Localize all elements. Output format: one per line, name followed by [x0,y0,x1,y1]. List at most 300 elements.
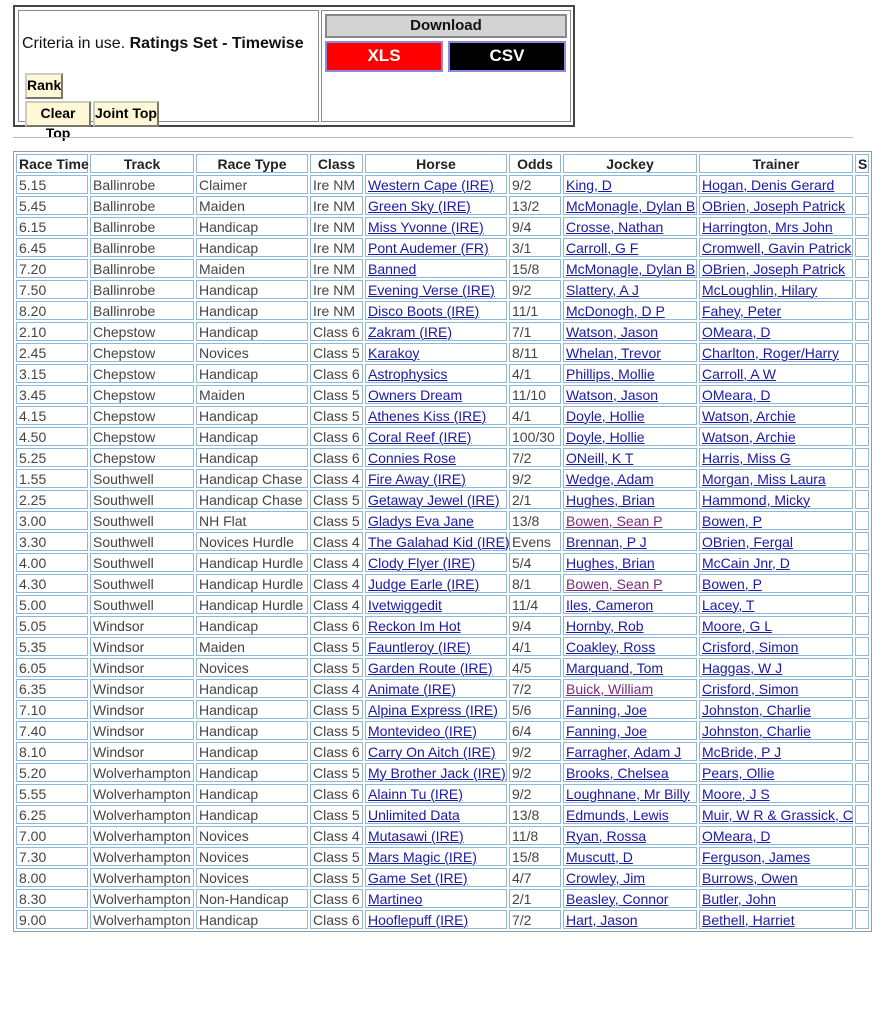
trainer-link[interactable]: OMeara, D [702,323,771,340]
cell-horse [365,364,507,383]
cell-track: Chepstow [90,427,194,446]
cell-s [855,406,869,425]
cell-odds: 11/10 [509,385,561,404]
cell-jockey [563,301,697,320]
cell-s [855,175,869,194]
cell-jockey [563,700,697,719]
cell-trainer [699,238,853,257]
trainer-link[interactable]: Harrington, Mrs John [702,218,833,235]
jockey-link[interactable]: Phillips, Mollie [566,365,655,382]
cell-s [855,217,869,236]
jockey-link[interactable]: Brooks, Chelsea [566,764,669,781]
horse-link[interactable]: Garden Route (IRE) [368,659,493,676]
cell-track: Wolverhampton [90,826,194,845]
trainer-link[interactable]: Muir, W R & Grassick, C [702,806,853,823]
cell-class: Ire NM [310,301,363,320]
cell-horse [365,301,507,320]
download-xls-button[interactable]: XLS [325,41,443,72]
cell-trainer [699,889,853,908]
cell-race-type: Maiden [196,637,308,656]
horse-link[interactable]: Martineo [368,890,423,907]
horse-link[interactable]: Athenes Kiss (IRE) [368,407,487,424]
cell-horse [365,679,507,698]
cell-race-type: Handicap [196,448,308,467]
horse-link[interactable]: Animate (IRE) [368,680,456,697]
cell-class: Class 5 [310,847,363,866]
cell-s [855,721,869,740]
cell-s [855,784,869,803]
jockey-link[interactable]: Coakley, Ross [566,638,656,655]
cell-s [855,910,869,929]
trainer-link[interactable]: Bowen, P [702,575,762,592]
trainer-link[interactable]: Ferguson, James [702,848,811,865]
horse-link[interactable]: Carry On Aitch (IRE) [368,743,496,760]
cell-race-time: 7.40 [16,721,88,740]
cell-class: Class 6 [310,427,363,446]
horse-link[interactable]: The Galahad Kid (IRE) [368,533,510,550]
trainer-link[interactable]: Hogan, Denis Gerard [702,176,835,193]
cell-race-time: 1.55 [16,469,88,488]
cell-s [855,595,869,614]
cell-trainer [699,343,853,362]
cell-horse [365,868,507,887]
horse-link[interactable]: Mars Magic (IRE) [368,848,477,865]
cell-race-time: 7.30 [16,847,88,866]
jockey-link[interactable]: Ryan, Rossa [566,827,647,844]
cell-track: Southwell [90,553,194,572]
cell-s [855,238,869,257]
trainer-link[interactable]: Watson, Archie [702,407,796,424]
trainer-link[interactable]: Crisford, Simon [702,680,799,697]
horse-link[interactable]: Connies Rose [368,449,456,466]
jockey-link[interactable]: Loughnane, Mr Billy [566,785,690,802]
cell-track: Wolverhampton [90,889,194,908]
jockey-link[interactable]: Brennan, P J [566,533,647,550]
cell-trainer [699,679,853,698]
cell-trainer [699,826,853,845]
cell-race-time: 8.20 [16,301,88,320]
column-header-class: Class [310,154,363,173]
cell-race-type: Claimer [196,175,308,194]
jockey-link[interactable]: Doyle, Hollie [566,407,645,424]
jockey-link[interactable]: Watson, Jason [566,386,659,403]
cell-race-type: Handicap [196,784,308,803]
cell-race-time: 5.25 [16,448,88,467]
cell-odds: 11/1 [509,301,561,320]
cell-jockey [563,364,697,383]
horse-link[interactable]: Coral Reef (IRE) [368,428,472,445]
jockey-link[interactable]: Doyle, Hollie [566,428,645,445]
cell-odds: 8/1 [509,574,561,593]
jockey-link[interactable]: McMonagle, Dylan B [566,197,696,214]
cell-class: Class 5 [310,805,363,824]
horse-link[interactable]: Evening Verse (IRE) [368,281,495,298]
jockey-link[interactable]: Carroll, G F [566,239,639,256]
cell-race-time: 9.00 [16,910,88,929]
cell-odds: 5/6 [509,700,561,719]
cell-race-type: Handicap Chase [196,490,308,509]
cell-class: Class 6 [310,448,363,467]
cell-jockey [563,385,697,404]
horse-link[interactable]: Unlimited Data [368,806,460,823]
cell-odds: 9/4 [509,217,561,236]
divider [13,137,853,138]
cell-trainer [699,448,853,467]
horse-link[interactable]: Fire Away (IRE) [368,470,466,487]
horse-link[interactable]: Alpina Express (IRE) [368,701,498,718]
trainer-link[interactable]: Carroll, A W [702,365,776,382]
jockey-link[interactable]: Crosse, Nathan [566,218,664,235]
table-row [16,847,869,866]
trainer-link[interactable]: Crisford, Simon [702,638,799,655]
cell-odds: 7/2 [509,448,561,467]
cell-race-time: 7.50 [16,280,88,299]
cell-jockey [563,889,697,908]
table-row [16,280,869,299]
cell-jockey [563,595,697,614]
cell-race-type: Handicap [196,238,308,257]
cell-trainer [699,259,853,278]
cell-track: Wolverhampton [90,784,194,803]
cell-race-type: Maiden [196,385,308,404]
cell-odds: 9/2 [509,763,561,782]
trainer-link[interactable]: Burrows, Owen [702,869,798,886]
trainer-link[interactable]: Johnston, Charlie [702,701,811,718]
table-row [16,553,869,572]
table-row [16,175,869,194]
cell-race-time: 7.00 [16,826,88,845]
horse-link[interactable]: Western Cape (IRE) [368,176,494,193]
trainer-link[interactable]: Moore, J S [702,785,770,802]
cell-trainer [699,616,853,635]
trainer-link[interactable]: Fahey, Peter [702,302,782,319]
horse-link[interactable]: Miss Yvonne (IRE) [368,218,484,235]
cell-track: Ballinrobe [90,238,194,257]
cell-class: Ire NM [310,259,363,278]
cell-track: Chepstow [90,343,194,362]
cell-race-time: 2.25 [16,490,88,509]
table-row [16,868,869,887]
cell-odds: 2/1 [509,889,561,908]
cell-odds: 11/8 [509,826,561,845]
jockey-link[interactable]: Marquand, Tom [566,659,664,676]
cell-track: Windsor [90,637,194,656]
table-row [16,406,869,425]
trainer-link[interactable]: Hammond, Micky [702,491,811,508]
horse-link[interactable]: Pont Audemer (FR) [368,239,489,256]
cell-s [855,469,869,488]
cell-s [855,700,869,719]
cell-horse [365,658,507,677]
horse-link[interactable]: Montevideo (IRE) [368,722,477,739]
cell-race-type: Handicap [196,427,308,446]
horse-link[interactable]: Clody Flyer (IRE) [368,554,476,571]
cell-trainer [699,784,853,803]
cell-horse [365,238,507,257]
horse-link[interactable]: Hooflepuff (IRE) [368,911,469,928]
cell-horse [365,784,507,803]
cell-track: Southwell [90,511,194,530]
cell-s [855,826,869,845]
table-row [16,910,869,929]
cell-track: Wolverhampton [90,847,194,866]
horse-link[interactable]: Green Sky (IRE) [368,197,471,214]
cell-race-time: 3.00 [16,511,88,530]
cell-race-type: Handicap [196,805,308,824]
horse-link[interactable]: Game Set (IRE) [368,869,468,886]
cell-race-type: NH Flat [196,511,308,530]
cell-s [855,616,869,635]
trainer-link[interactable]: OBrien, Joseph Patrick [702,260,846,277]
cell-race-time: 2.10 [16,322,88,341]
trainer-link[interactable]: Pears, Ollie [702,764,775,781]
jockey-link[interactable]: Edmunds, Lewis [566,806,669,823]
cell-jockey [563,826,697,845]
cell-jockey [563,238,697,257]
horse-link[interactable]: Alainn Tu (IRE) [368,785,463,802]
cell-jockey [563,721,697,740]
column-header-odds: Odds [509,154,561,173]
horse-link[interactable]: Ivetwiggedit [368,596,442,613]
cell-s [855,742,869,761]
jockey-link[interactable]: Fanning, Joe [566,722,647,739]
column-header-jockey: Jockey [563,154,697,173]
cell-odds: 2/1 [509,490,561,509]
table-row [16,364,869,383]
horse-link[interactable]: Gladys Eva Jane [368,512,474,529]
jockey-link[interactable]: Bowen, Sean P [566,512,663,529]
jockey-link[interactable]: McMonagle, Dylan B [566,260,696,277]
horse-link[interactable]: My Brother Jack (IRE) [368,764,506,781]
trainer-link[interactable]: Moore, G L [702,617,773,634]
jockey-link[interactable]: Hughes, Brian [566,554,655,571]
horse-link[interactable]: Owners Dream [368,386,463,403]
cell-jockey [563,742,697,761]
horse-link[interactable]: Getaway Jewel (IRE) [368,491,500,508]
cell-trainer [699,196,853,215]
cell-jockey [563,679,697,698]
trainer-link[interactable]: OMeara, D [702,827,771,844]
jockey-link[interactable]: King, D [566,176,612,193]
trainer-link[interactable]: Charlton, Roger/Harry [702,344,839,361]
cell-race-type: Novices [196,868,308,887]
trainer-link[interactable]: McBride, P J [702,743,782,760]
trainer-link[interactable]: Harris, Miss G [702,449,791,466]
cell-race-type: Handicap [196,406,308,425]
jockey-link[interactable]: Whelan, Trevor [566,344,661,361]
jockey-link[interactable]: Bowen, Sean P [566,575,663,592]
table-row [16,721,869,740]
cell-track: Ballinrobe [90,280,194,299]
cell-class: Class 4 [310,679,363,698]
cell-s [855,637,869,656]
cell-odds: 9/2 [509,175,561,194]
cell-race-time: 2.45 [16,343,88,362]
cell-horse [365,175,507,194]
cell-s [855,259,869,278]
cell-class: Ire NM [310,175,363,194]
cell-horse [365,700,507,719]
table-row [16,259,869,278]
cell-horse [365,889,507,908]
trainer-link[interactable]: Bethell, Harriet [702,911,795,928]
cell-trainer [699,364,853,383]
jockey-link[interactable]: Buick, William [566,680,654,697]
cell-trainer [699,763,853,782]
cell-class: Class 5 [310,637,363,656]
jockey-link[interactable]: Hart, Jason [566,911,638,928]
cell-track: Windsor [90,721,194,740]
cell-horse [365,385,507,404]
cell-class: Class 4 [310,532,363,551]
trainer-link[interactable]: OBrien, Joseph Patrick [702,197,846,214]
cell-class: Class 4 [310,826,363,845]
cell-odds: 13/8 [509,511,561,530]
horse-link[interactable]: Banned [368,260,417,277]
table-header-row [16,154,869,173]
cell-track: Ballinrobe [90,301,194,320]
cell-horse [365,595,507,614]
trainer-link[interactable]: Lacey, T [702,596,755,613]
horse-link[interactable]: Fauntleroy (IRE) [368,638,471,655]
cell-horse [365,469,507,488]
cell-jockey [563,847,697,866]
cell-race-time: 5.05 [16,616,88,635]
table-row [16,238,869,257]
trainer-link[interactable]: Watson, Archie [702,428,796,445]
cell-odds: 4/1 [509,406,561,425]
horse-link[interactable]: Disco Boots (IRE) [368,302,480,319]
cell-track: Windsor [90,742,194,761]
trainer-link[interactable]: OMeara, D [702,386,771,403]
cell-race-type: Handicap [196,217,308,236]
cell-s [855,868,869,887]
cell-s [855,553,869,572]
table-row [16,385,869,404]
cell-trainer [699,574,853,593]
cell-s [855,427,869,446]
cell-horse [365,616,507,635]
cell-race-time: 6.25 [16,805,88,824]
jockey-link[interactable]: Iles, Cameron [566,596,654,613]
cell-jockey [563,175,697,194]
cell-horse [365,553,507,572]
jockey-link[interactable]: ONeill, K T [566,449,634,466]
cell-jockey [563,448,697,467]
cell-trainer [699,742,853,761]
cell-track: Southwell [90,469,194,488]
horse-link[interactable]: Astrophysics [368,365,448,382]
cell-jockey [563,805,697,824]
horse-link[interactable]: Zakram (IRE) [368,323,452,340]
cell-trainer [699,805,853,824]
cell-odds: 100/30 [509,427,561,446]
jockey-link[interactable]: McDonogh, D P [566,302,665,319]
download-csv-button[interactable]: CSV [448,41,566,72]
jockey-link[interactable]: Hughes, Brian [566,491,655,508]
cell-jockey [563,259,697,278]
cell-race-type: Handicap [196,301,308,320]
cell-track: Ballinrobe [90,175,194,194]
cell-trainer [699,511,853,530]
cell-odds: 7/2 [509,910,561,929]
cell-class: Class 6 [310,889,363,908]
cell-class: Class 4 [310,595,363,614]
horse-link[interactable]: Reckon Im Hot [368,617,461,634]
joint-top-button[interactable]: Joint Top [93,101,159,127]
trainer-link[interactable]: Haggas, W J [702,659,783,676]
jockey-link[interactable]: Beasley, Connor [566,890,669,907]
clear-top-button[interactable]: Clear Top [25,101,91,127]
cell-odds: 9/4 [509,616,561,635]
rank-button[interactable]: Rank [25,73,63,99]
trainer-link[interactable]: Butler, John [702,890,776,907]
horse-link[interactable]: Karakoy [368,344,420,361]
cell-track: Southwell [90,574,194,593]
cell-trainer [699,532,853,551]
cell-track: Windsor [90,616,194,635]
cell-odds: 4/7 [509,868,561,887]
cell-trainer [699,595,853,614]
cell-odds: 15/8 [509,259,561,278]
cell-track: Windsor [90,679,194,698]
cell-trainer [699,175,853,194]
jockey-link[interactable]: Crowley, Jim [566,869,646,886]
cell-race-type: Handicap [196,364,308,383]
cell-trainer [699,385,853,404]
trainer-link[interactable]: OBrien, Fergal [702,533,794,550]
jockey-link[interactable]: Slattery, A J [566,281,639,298]
trainer-link[interactable]: Morgan, Miss Laura [702,470,826,487]
cell-track: Ballinrobe [90,217,194,236]
jockey-link[interactable]: Fanning, Joe [566,701,647,718]
table-row [16,448,869,467]
cell-trainer [699,847,853,866]
cell-odds: 9/2 [509,469,561,488]
jockey-link[interactable]: Wedge, Adam [566,470,654,487]
cell-class: Class 5 [310,721,363,740]
jockey-link[interactable]: Muscutt, D [566,848,633,865]
cell-horse [365,511,507,530]
jockey-link[interactable]: Watson, Jason [566,323,659,340]
trainer-link[interactable]: Cromwell, Gavin Patrick [702,239,852,256]
cell-race-time: 6.45 [16,238,88,257]
trainer-link[interactable]: McCain Jnr, D [702,554,790,571]
cell-race-type: Handicap Hurdle [196,553,308,572]
cell-class: Class 5 [310,406,363,425]
jockey-link[interactable]: Hornby, Rob [566,617,644,634]
cell-track: Wolverhampton [90,763,194,782]
cell-race-time: 3.15 [16,364,88,383]
horse-link[interactable]: Mutasawi (IRE) [368,827,464,844]
horse-link[interactable]: Judge Earle (IRE) [368,575,480,592]
cell-race-type: Handicap [196,280,308,299]
cell-s [855,280,869,299]
cell-race-time: 5.00 [16,595,88,614]
trainer-link[interactable]: Johnston, Charlie [702,722,811,739]
jockey-link[interactable]: Farragher, Adam J [566,743,682,760]
column-header-track: Track [90,154,194,173]
cell-race-type: Handicap [196,322,308,341]
cell-odds: 11/4 [509,595,561,614]
cell-track: Chepstow [90,322,194,341]
trainer-link[interactable]: Bowen, P [702,512,762,529]
cell-s [855,805,869,824]
cell-horse [365,427,507,446]
table-row [16,616,869,635]
cell-horse [365,406,507,425]
trainer-link[interactable]: McLoughlin, Hilary [702,281,818,298]
